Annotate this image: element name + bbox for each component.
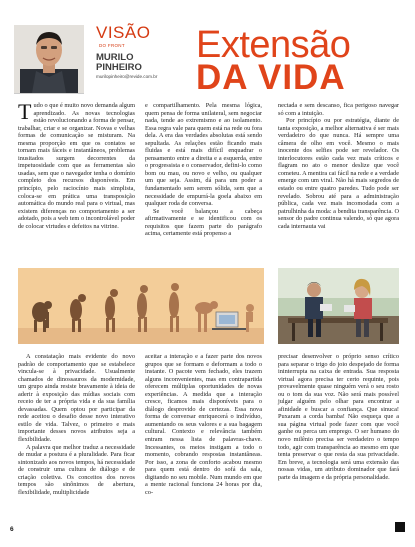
page-number: 6 xyxy=(10,526,14,533)
article-column-2-top xyxy=(145,102,262,238)
paragraph: A palavra que melhor traduz a necessidade de mudar a postura é a pluralidade. Para ficar sintonizado aos novos tempos, há necessidade de construir uma cultura de diálogo e de criação coletiva. Os conceitos dos novos tempos são sinônimos de abertura, flexibilidade, multiplicidade xyxy=(18,443,135,496)
paragraph: Se você balançou a cabeça afirmativamente e se identificou com os requisitos que fazem parte do parágrafo acima, certamente está propenso a xyxy=(145,207,262,238)
author-first-name: MURILO xyxy=(96,52,134,63)
author-photo xyxy=(14,25,84,94)
couple-photo xyxy=(278,268,399,344)
column-kicker-sub: DO FRONT xyxy=(99,43,125,48)
end-mark-icon xyxy=(395,522,405,532)
author-last-name: PINHEIRO xyxy=(96,62,142,73)
article-column-2-bottom xyxy=(145,353,262,496)
paragraph: e compartilhamento. Pela mesma lógica, quem pensa de forma unilateral, sem negociar nada, tende ao extremismo e ao isolamento. Essa regra vale para quem está na rede ou fora dela. A era das verdades absolutas está sendo sepultada. As relações estão ficando mais fluidas e está mais difícil enquadrar o pensamento entre a direita e a esquerda, entre o progressista e o conservador, defini-lo como bom ou mau, ou novo e velho, ou qualquer um que seja. Assim, dá para um poder a fundamentado sem serem sólida, sem que a necessidade de empurrá-la goela abaixo em qualquer roda de conversa. xyxy=(145,102,262,208)
article-column-3-bottom xyxy=(278,353,399,481)
article-column-1-top xyxy=(18,99,135,230)
author-name xyxy=(96,53,142,73)
paragraph: udo o que é muito novo demanda algum aprendizado. As novas tecnologias estão revolucionando a forma de pensar, trabalhar, criar e se organizar. Novas e velhas formas de comunicação se misturam. Na mesma proporção em que os contatos se tornam mais fáceis e instantâneos, problemas inusitados surgem decorrentes da impetuosidade com que as ferramentas são usadas, sem que o navegador tenha o domínio completo dos recursos disponíveis. Em princípio, pelo raciocínio mais simplista, coloca-se em prática uma transposição automática do mundo real para o virtual, mas existem diferenças no comportamento a ser adotado, pois a web tem o incontrolável poder de colocar virtudes e defeitos na vitrine. xyxy=(18,102,135,230)
article-column-1-bottom xyxy=(18,353,135,496)
paragraph: precisar desenvolver o próprio senso crítico para separar o trigo do joio despejado de forma ininterrupta na caixa de entrada. Sua resposta virtual agora precisa ter certo requinte, pois provavelmente quase ninguém verá o seu rosto ou o tom da sua voz. Não será mais possível julgar alguém pelo olhar para encontrar a afinidade e buscar a confiança. Que sinuca! Puxaram a corda bamba! Não esqueça que a sua página virtual pode fazer com que você ganhe ou perca um emprego. O ser humano do novo milênio precisa ser verdadeiro o tempo todo, agir com transparência ao mesmo em que tenta preservar o que resta da sua privacidade. Em breve, a tecnologia será uma extensão das nossas vidas, um atributo dominador que fará parte da imagem e da própria personalidade. xyxy=(278,353,399,481)
author-email[interactable]: murilopinheiro@revide.com.br xyxy=(96,74,158,79)
headline-line-1: Extensão xyxy=(196,24,351,66)
paragraph: Por princípio ou por estratégia, diante de tanta exposição, a melhor alternativa é ser mais verdadeiro do que nunca. Há sempre uma câmera de olho em você. Mesmo o mais inocente dos selfies pode ser revelador. Os interlocutores estão cada vez mais críticos e flagram no ato o menor deslize que você cometeu. A mentira cai fácil na rede e a verdade emerge com um viral. Não há mais segredos de estado ou entre quatro paredes. Tudo pode ser revelado. Sobrou até para a administração pública, cada vez mais incomodada com a patrulhinha da moda: a bendita transparência. O sensor do padre continua valendo, só que agora cada internauta vai xyxy=(278,117,399,230)
drop-cap: T xyxy=(18,99,32,124)
paragraph: nectada e sem descanso, fica perigoso navegar só com a intuição. xyxy=(278,102,399,117)
paragraph: A constatação mais evidente do novo padrão de comportamento que se estabelece vincula-se à privacidade. Usualmente chamados de dinossauros da modernidade, um grupo ainda resiste bravamente à ideia de aderir à exposição das mídias sociais com receio de ter a própria vida e da sua família devassadas. Quem optou por participar da rede aceitou o desafio desse novo interativo estilo de vida. Talvez, o primeiro e mais importante desses novos atributos seja a flexibilidade. xyxy=(18,353,135,444)
paragraph: aceitar a interação e a fazer parte dos novos grupos que se formam e deformam a todo o instante. O pacote vem fechado, eles trazem alguns inconvenientes, mas em contrapartida oferecem múltiplas oportunidades de novas experiências. A medida que a interação cresce, ficamos mais disponíveis para o diálogo desprovido de certezas. Essa nova forma de conversar enriquecerá o indivíduo, aumentando os seus valores e a sua bagagem cultural. Contexto e relevância também entram nessa lista de palavras-chave. Incessantes, os meios instigam a todo o momento, cobrando respostas instantâneas. Por isso, a zona de conforto acabou mesmo para quem está dentro do sofá da sala, digitando no seu mobile. Num mundo em que a mente racional funciona 24 horas por dia, co- xyxy=(145,353,262,496)
evolution-illustration xyxy=(18,268,264,344)
column-kicker: VISÃO xyxy=(96,23,151,42)
headline-line-2: DA VIDA xyxy=(196,58,346,97)
article-column-3-top xyxy=(278,102,399,230)
